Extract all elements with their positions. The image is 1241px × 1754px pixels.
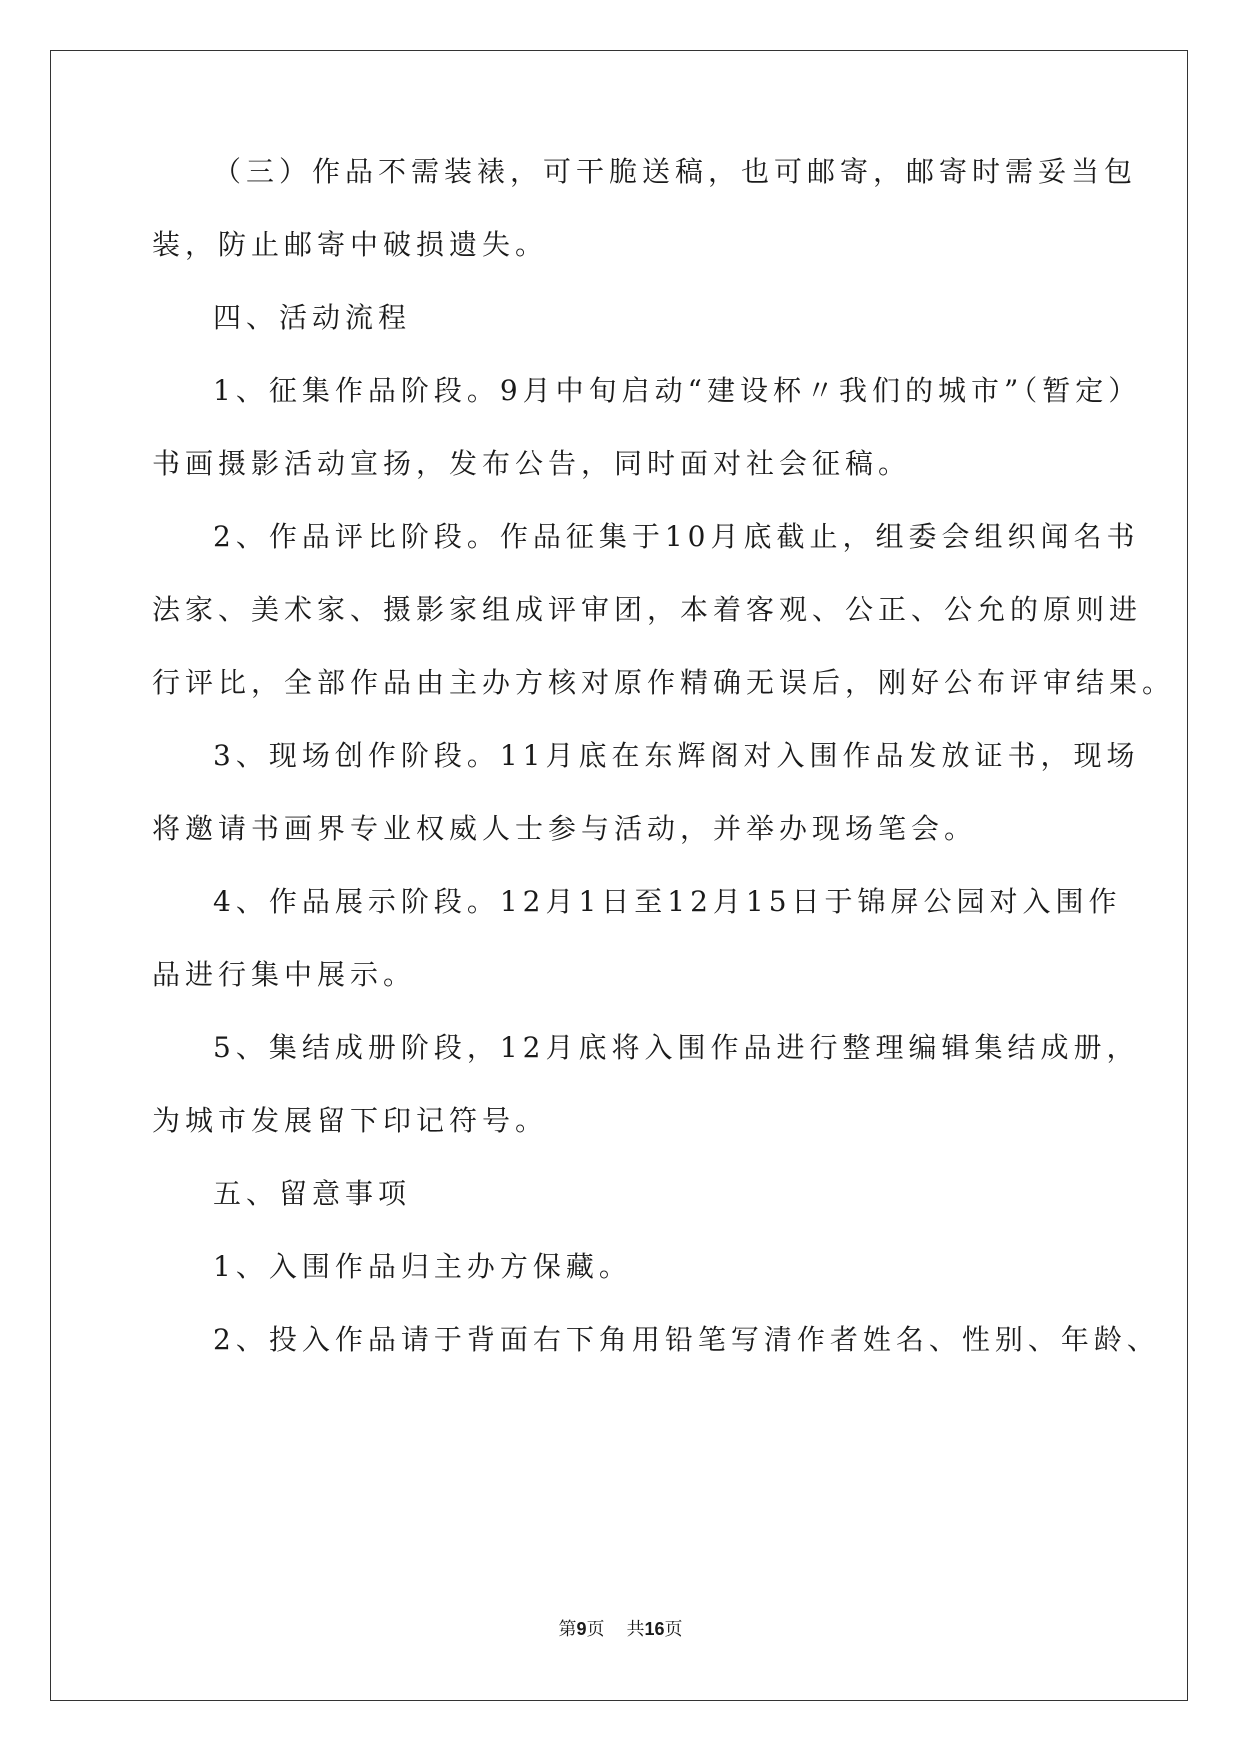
paragraph-line: 3、现场创作阶段。11月底在东辉阁对入围作品发放证书，现场 [213,739,1140,772]
paragraph-line: 1、征集作品阶段。9月中旬启动“建设杯〃我们的城市”（暂定） [213,374,1142,407]
total-prefix: 共 [626,1619,645,1640]
paragraph-line: 装，防止邮寄中破损遗失。 [152,228,549,261]
page-footer [0,1618,1241,1641]
paragraph-line: 将邀请书画界专业权威人士参与活动，并举办现场笔会。 [152,812,978,845]
page-suffix: 页 [586,1619,605,1640]
page-number: 9 [576,1619,587,1639]
paragraph-line: 品进行集中展示。 [152,958,417,991]
paragraph-line: 2、投入作品请于背面右下角用铅笔写清作者姓名、性别、年龄、 [213,1323,1160,1356]
page-prefix: 第 [558,1619,577,1640]
section-heading: 五、留意事项 [213,1177,412,1210]
section-heading: 四、活动流程 [213,301,412,334]
paragraph-line: 法家、美术家、摄影家组成评审团，本着客观、公正、公允的原则进 [152,593,1143,626]
total-suffix: 页 [664,1619,683,1640]
paragraph-line: 2、作品评比阶段。作品征集于10月底截止，组委会组织闻名书 [213,520,1140,553]
paragraph-line: 书画摄影活动宣扬，发布公告，同时面对社会征稿。 [152,447,912,480]
paragraph-line: 行评比，全部作品由主办方核对原作精确无误后，刚好公布评审结果。 [152,666,1176,699]
paragraph-line: 为城市发展留下印记符号。 [152,1104,549,1137]
paragraph-line: 1、入围作品归主办方保藏。 [213,1250,632,1283]
paragraph-line: （三）作品不需装裱，可干脆送稿，也可邮寄，邮寄时需妥当包 [213,155,1138,188]
paragraph-line: 4、作品展示阶段。12月1日至12月15日于锦屏公园对入围作 [213,885,1122,918]
page-border [50,50,1188,1701]
paragraph-line: 5、集结成册阶段，12月底将入围作品进行整理编辑集结成册， [213,1031,1140,1064]
total-pages: 16 [644,1619,665,1639]
